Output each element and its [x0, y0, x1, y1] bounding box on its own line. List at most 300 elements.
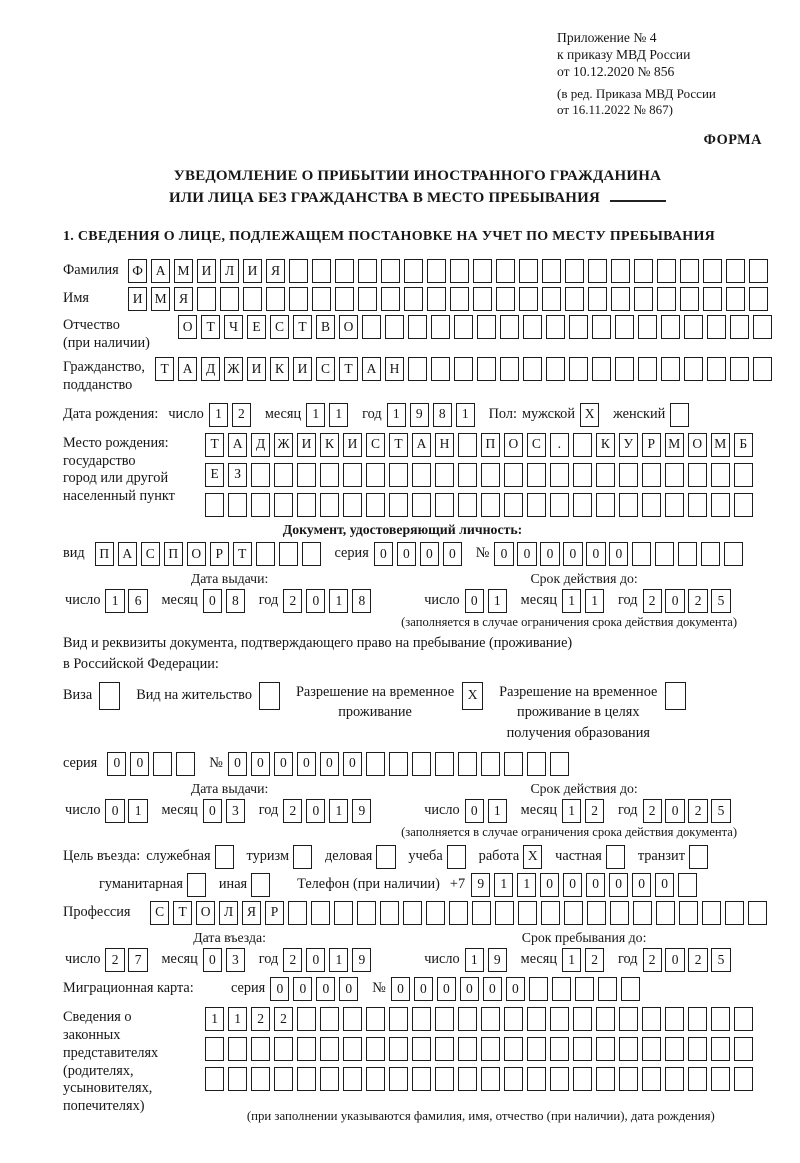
entry-year-field[interactable] — [283, 948, 375, 972]
char-box — [711, 1067, 730, 1091]
char-box — [251, 493, 270, 517]
char-box — [454, 315, 473, 339]
residence-issue-block — [63, 780, 396, 841]
char-box: 0 — [465, 589, 484, 613]
char-box — [381, 259, 400, 283]
migration-number-field[interactable] — [391, 977, 644, 1001]
day-label: число — [424, 802, 460, 819]
char-box — [615, 315, 634, 339]
visit-purpose-row — [63, 845, 772, 869]
char-box: 0 — [107, 752, 126, 776]
char-box: 2 — [688, 948, 707, 972]
birth-place-line2-field[interactable] — [205, 463, 757, 487]
char-box — [638, 315, 657, 339]
name-label: Имя — [63, 290, 89, 307]
char-box — [565, 287, 584, 311]
char-box: 1 — [517, 873, 536, 897]
char-box — [748, 901, 767, 925]
header-line-5: от 16.11.2022 № 867) — [557, 102, 674, 118]
migration-series-field[interactable] — [270, 977, 362, 1001]
purpose-other-checkbox[interactable] — [251, 873, 274, 897]
purpose-humanitarian-checkbox[interactable] — [187, 873, 210, 897]
residence-number-label: № — [209, 754, 223, 771]
char-box — [412, 463, 431, 487]
char-box — [504, 463, 523, 487]
issue-date-heading: Дата выдачи: — [190, 570, 269, 586]
representatives-block — [63, 1007, 772, 1125]
char-box — [684, 357, 703, 381]
purpose-tourism-checkbox[interactable] — [293, 845, 316, 869]
char-box — [320, 1007, 339, 1031]
purpose-humanitarian: гуманитарная — [99, 873, 210, 897]
char-box — [753, 357, 772, 381]
char-box — [688, 1007, 707, 1031]
char-box: 0 — [540, 542, 559, 566]
char-box: А — [178, 357, 197, 381]
char-box — [403, 901, 422, 925]
residence-issue-day-field[interactable] — [105, 799, 151, 823]
char-box: Т — [233, 542, 252, 566]
purpose-business-checkbox[interactable] — [376, 845, 399, 869]
char-box: Л — [220, 259, 239, 283]
char-box: И — [293, 357, 312, 381]
char-box — [320, 1037, 339, 1061]
char-box — [435, 1037, 454, 1061]
day-label: число — [168, 405, 204, 422]
char-box — [343, 463, 362, 487]
residence-series-label: серия — [63, 754, 98, 771]
entry-month-field[interactable] — [203, 948, 249, 972]
char-box — [343, 1037, 362, 1061]
char-box — [389, 1037, 408, 1061]
char-box: 0 — [665, 799, 684, 823]
char-box — [389, 463, 408, 487]
char-box — [274, 1037, 293, 1061]
char-box: . — [550, 433, 569, 457]
char-box — [550, 463, 569, 487]
char-box — [734, 1007, 753, 1031]
id-valid-year-field[interactable] — [643, 589, 735, 613]
char-box — [366, 463, 385, 487]
representatives-label: Сведения о законных представителях (родителях, усыновителях, попечителях) — [63, 1009, 159, 1115]
char-box — [564, 901, 583, 925]
phone-prefix: +7 — [449, 875, 466, 892]
char-box: 2 — [274, 1007, 293, 1031]
char-box: 9 — [488, 948, 507, 972]
name-field[interactable] — [128, 287, 772, 311]
char-box — [362, 315, 381, 339]
visa-option — [63, 682, 120, 710]
month-label: месяц — [161, 592, 198, 609]
stay-year-field[interactable] — [643, 948, 735, 972]
patronymic-field[interactable] — [178, 315, 776, 339]
char-box: 0 — [297, 752, 316, 776]
purpose-transit-checkbox[interactable] — [689, 845, 712, 869]
char-box: Н — [435, 433, 454, 457]
birth-day-field[interactable] — [209, 403, 255, 427]
char-box — [500, 357, 519, 381]
char-box — [684, 315, 703, 339]
char-box: 0 — [105, 799, 124, 823]
char-box: 0 — [494, 542, 513, 566]
char-box — [707, 315, 726, 339]
id-issue-year-field[interactable] — [283, 589, 375, 613]
visit-purpose-row2 — [63, 873, 772, 897]
char-box: 2 — [643, 799, 662, 823]
char-box: Р — [265, 901, 284, 925]
representatives-line1-field[interactable] — [205, 1007, 757, 1031]
char-box — [431, 357, 450, 381]
char-box — [619, 1037, 638, 1061]
char-box — [176, 752, 195, 776]
char-box — [431, 315, 450, 339]
char-box — [573, 493, 592, 517]
char-box: 0 — [609, 542, 628, 566]
char-box — [665, 1067, 684, 1091]
sex-male-checkbox[interactable] — [580, 403, 603, 427]
char-box — [343, 1067, 362, 1091]
char-box: П — [95, 542, 114, 566]
profession-field[interactable] — [150, 901, 771, 925]
char-box: К — [320, 433, 339, 457]
char-box: 0 — [632, 873, 651, 897]
char-box: 0 — [228, 752, 247, 776]
char-box — [527, 493, 546, 517]
residence-issue-month-field[interactable] — [203, 799, 249, 823]
residence-series-field[interactable] — [107, 752, 199, 776]
month-label: месяц — [520, 951, 557, 968]
id-doc-number-field[interactable] — [494, 542, 747, 566]
char-box: С — [150, 901, 169, 925]
char-box: О — [178, 315, 197, 339]
char-box: X — [462, 682, 483, 710]
char-box — [458, 1007, 477, 1031]
char-box — [542, 287, 561, 311]
char-box: 2 — [251, 1007, 270, 1031]
char-box: Д — [251, 433, 270, 457]
char-box — [661, 357, 680, 381]
purpose-work: работа X — [479, 845, 546, 869]
entry-day-field[interactable] — [105, 948, 151, 972]
char-box — [289, 259, 308, 283]
residence-valid-year-field[interactable] — [643, 799, 735, 823]
purpose-official-checkbox[interactable] — [215, 845, 238, 869]
char-box — [542, 259, 561, 283]
char-box — [587, 901, 606, 925]
char-box: 1 — [494, 873, 513, 897]
year-label: год — [258, 592, 279, 609]
visa-checkbox[interactable] — [99, 682, 120, 710]
char-box — [473, 259, 492, 283]
surname-field[interactable] — [128, 259, 772, 283]
char-box — [523, 315, 542, 339]
purpose-study-checkbox[interactable] — [447, 845, 470, 869]
char-box — [504, 1067, 523, 1091]
forma-label: ФОРМА — [703, 132, 762, 149]
migration-number-label: № — [372, 980, 386, 997]
citizenship-field[interactable] — [155, 357, 776, 381]
char-box — [527, 1007, 546, 1031]
char-box: Ж — [274, 433, 293, 457]
purpose-private-checkbox[interactable] — [606, 845, 629, 869]
char-box: О — [339, 315, 358, 339]
char-box — [615, 357, 634, 381]
char-box: 0 — [343, 752, 362, 776]
char-box — [458, 463, 477, 487]
birth-month-field[interactable] — [306, 403, 352, 427]
char-box: 9 — [352, 799, 371, 823]
char-box: О — [688, 433, 707, 457]
char-box — [289, 287, 308, 311]
char-box — [500, 315, 519, 339]
char-box — [632, 542, 651, 566]
char-box — [458, 1037, 477, 1061]
birth-year-field[interactable] — [387, 403, 479, 427]
char-box: 0 — [320, 752, 339, 776]
char-box — [472, 901, 491, 925]
char-box — [552, 977, 571, 1001]
char-box: 1 — [465, 948, 484, 972]
residence-permit-option — [136, 682, 280, 710]
char-box — [527, 752, 546, 776]
birth-place-line3-field[interactable] — [205, 493, 757, 517]
char-box — [504, 1007, 523, 1031]
char-box: 0 — [655, 873, 674, 897]
char-box — [527, 463, 546, 487]
residence-permit-checkbox[interactable] — [259, 682, 280, 710]
id-doc-series-field[interactable] — [374, 542, 466, 566]
char-box: 0 — [270, 977, 289, 1001]
char-box: 1 — [128, 799, 147, 823]
char-box — [435, 493, 454, 517]
char-box — [619, 463, 638, 487]
char-box — [274, 1067, 293, 1091]
id-doc-dates — [63, 570, 772, 631]
char-box — [412, 1007, 431, 1031]
residence-doc-intro1: Вид и реквизиты документа, подтверждающего право на пребывание (проживание) — [63, 634, 573, 651]
char-box: Ч — [224, 315, 243, 339]
char-box — [596, 1037, 615, 1061]
char-box: 8 — [352, 589, 371, 613]
char-box: М — [665, 433, 684, 457]
char-box — [481, 463, 500, 487]
char-box — [220, 287, 239, 311]
profession-row — [63, 901, 772, 925]
birth-place-block — [63, 433, 772, 517]
char-box — [335, 287, 354, 311]
char-box — [665, 493, 684, 517]
char-box — [634, 259, 653, 283]
char-box — [481, 1037, 500, 1061]
char-box — [205, 493, 224, 517]
stay-day-field[interactable] — [465, 948, 511, 972]
char-box — [703, 287, 722, 311]
char-box — [573, 1067, 592, 1091]
phone-field[interactable] — [471, 873, 701, 897]
char-box — [679, 901, 698, 925]
char-box — [412, 493, 431, 517]
char-box — [366, 1007, 385, 1031]
patronymic-row — [63, 315, 772, 353]
char-box — [688, 1067, 707, 1091]
char-box — [380, 901, 399, 925]
char-box — [288, 901, 307, 925]
valid-until-heading: Срок действия до: — [530, 780, 638, 796]
day-label: число — [424, 592, 460, 609]
char-box: 1 — [329, 403, 348, 427]
stay-month-field[interactable] — [562, 948, 608, 972]
representatives-fields — [205, 1007, 757, 1125]
char-box — [389, 1007, 408, 1031]
residence-number-field[interactable] — [228, 752, 573, 776]
char-box: 2 — [688, 799, 707, 823]
char-box: 2 — [105, 948, 124, 972]
char-box: Я — [266, 259, 285, 283]
char-box — [320, 493, 339, 517]
id-issue-month-field[interactable] — [203, 589, 249, 613]
char-box: 1 — [105, 589, 124, 613]
entry-date-block — [63, 929, 396, 973]
char-box — [519, 287, 538, 311]
representatives-line2-field[interactable] — [205, 1037, 757, 1061]
char-box — [243, 287, 262, 311]
char-box: 1 — [205, 1007, 224, 1031]
representatives-line3-field[interactable] — [205, 1067, 757, 1091]
char-box: Т — [155, 357, 174, 381]
char-box: 1 — [329, 799, 348, 823]
char-box — [251, 1067, 270, 1091]
char-box: А — [362, 357, 381, 381]
id-valid-month-field[interactable] — [562, 589, 608, 613]
char-box — [153, 752, 172, 776]
char-box: 0 — [203, 799, 222, 823]
char-box: 5 — [711, 948, 730, 972]
char-box: 0 — [414, 977, 433, 1001]
char-box: П — [481, 433, 500, 457]
char-box — [477, 315, 496, 339]
char-box: Т — [173, 901, 192, 925]
id-issue-day-field[interactable] — [105, 589, 151, 613]
char-box — [642, 463, 661, 487]
char-box: 0 — [563, 873, 582, 897]
char-box: 0 — [316, 977, 335, 1001]
char-box: 2 — [585, 799, 604, 823]
char-box — [678, 873, 697, 897]
birth-date-row — [63, 403, 772, 427]
char-box — [404, 259, 423, 283]
temp-residence-checkbox[interactable] — [462, 682, 483, 710]
residence-valid-block — [396, 780, 772, 841]
char-box — [312, 259, 331, 283]
char-box: Т — [389, 433, 408, 457]
char-box: А — [118, 542, 137, 566]
char-box: 2 — [688, 589, 707, 613]
entry-date-heading: Дата въезда: — [193, 929, 266, 945]
char-box — [592, 357, 611, 381]
char-box — [527, 1037, 546, 1061]
char-box — [450, 287, 469, 311]
entry-dates — [63, 929, 772, 973]
day-label: число — [65, 592, 101, 609]
char-box — [426, 901, 445, 925]
char-box — [753, 315, 772, 339]
char-box — [749, 287, 768, 311]
char-box: Е — [205, 463, 224, 487]
char-box — [389, 752, 408, 776]
char-box — [251, 463, 270, 487]
char-box — [389, 493, 408, 517]
section1-heading: 1. СВЕДЕНИЯ О ЛИЦЕ, ПОДЛЕЖАЩЕМ ПОСТАНОВКЕ НА УЧЕТ ПО МЕСТУ ПРЕБЫВАНИЯ — [63, 228, 716, 244]
char-box: 1 — [488, 799, 507, 823]
char-box — [389, 1067, 408, 1091]
id-valid-day-field[interactable] — [465, 589, 511, 613]
purpose-work-checkbox[interactable] — [523, 845, 546, 869]
char-box: Д — [201, 357, 220, 381]
char-box: 1 — [562, 589, 581, 613]
char-box: 0 — [251, 752, 270, 776]
char-box — [251, 873, 270, 897]
temp-residence-label: Разрешение на временное проживание — [295, 683, 455, 721]
char-box — [504, 493, 523, 517]
sex-female-checkbox[interactable] — [670, 403, 693, 427]
char-box: 0 — [306, 589, 325, 613]
char-box — [711, 463, 730, 487]
char-box: 0 — [465, 799, 484, 823]
char-box: 0 — [540, 873, 559, 897]
char-box: И — [247, 357, 266, 381]
char-box — [734, 463, 753, 487]
char-box — [412, 1037, 431, 1061]
char-box: Ж — [224, 357, 243, 381]
char-box: И — [343, 433, 362, 457]
temp-residence-edu-checkbox[interactable] — [665, 682, 686, 710]
char-box — [634, 287, 653, 311]
char-box — [435, 752, 454, 776]
char-box — [619, 1067, 638, 1091]
char-box — [274, 493, 293, 517]
birth-place-line1-field[interactable] — [205, 433, 757, 457]
char-box — [596, 1067, 615, 1091]
residence-issue-year-field[interactable] — [283, 799, 375, 823]
month-label: месяц — [161, 802, 198, 819]
char-box — [523, 357, 542, 381]
year-label: год — [258, 951, 279, 968]
char-box: 1 — [488, 589, 507, 613]
char-box — [734, 493, 753, 517]
char-box: И — [128, 287, 147, 311]
char-box — [228, 1037, 247, 1061]
id-doc-kind-field[interactable] — [95, 542, 325, 566]
char-box — [215, 845, 234, 869]
residence-doc-dates — [63, 780, 772, 841]
title-blank-underline — [610, 200, 666, 202]
char-box — [256, 542, 275, 566]
char-box — [297, 463, 316, 487]
char-box: С — [141, 542, 160, 566]
migration-series-label: серия — [231, 980, 266, 997]
char-box: 9 — [352, 948, 371, 972]
char-box — [312, 287, 331, 311]
char-box: 1 — [329, 589, 348, 613]
char-box — [642, 1037, 661, 1061]
char-box — [481, 752, 500, 776]
residence-valid-month-field[interactable] — [562, 799, 608, 823]
month-label: месяц — [520, 592, 557, 609]
char-box — [588, 287, 607, 311]
sex-label: Пол: — [488, 405, 517, 422]
char-box — [573, 1007, 592, 1031]
residence-valid-day-field[interactable] — [465, 799, 511, 823]
